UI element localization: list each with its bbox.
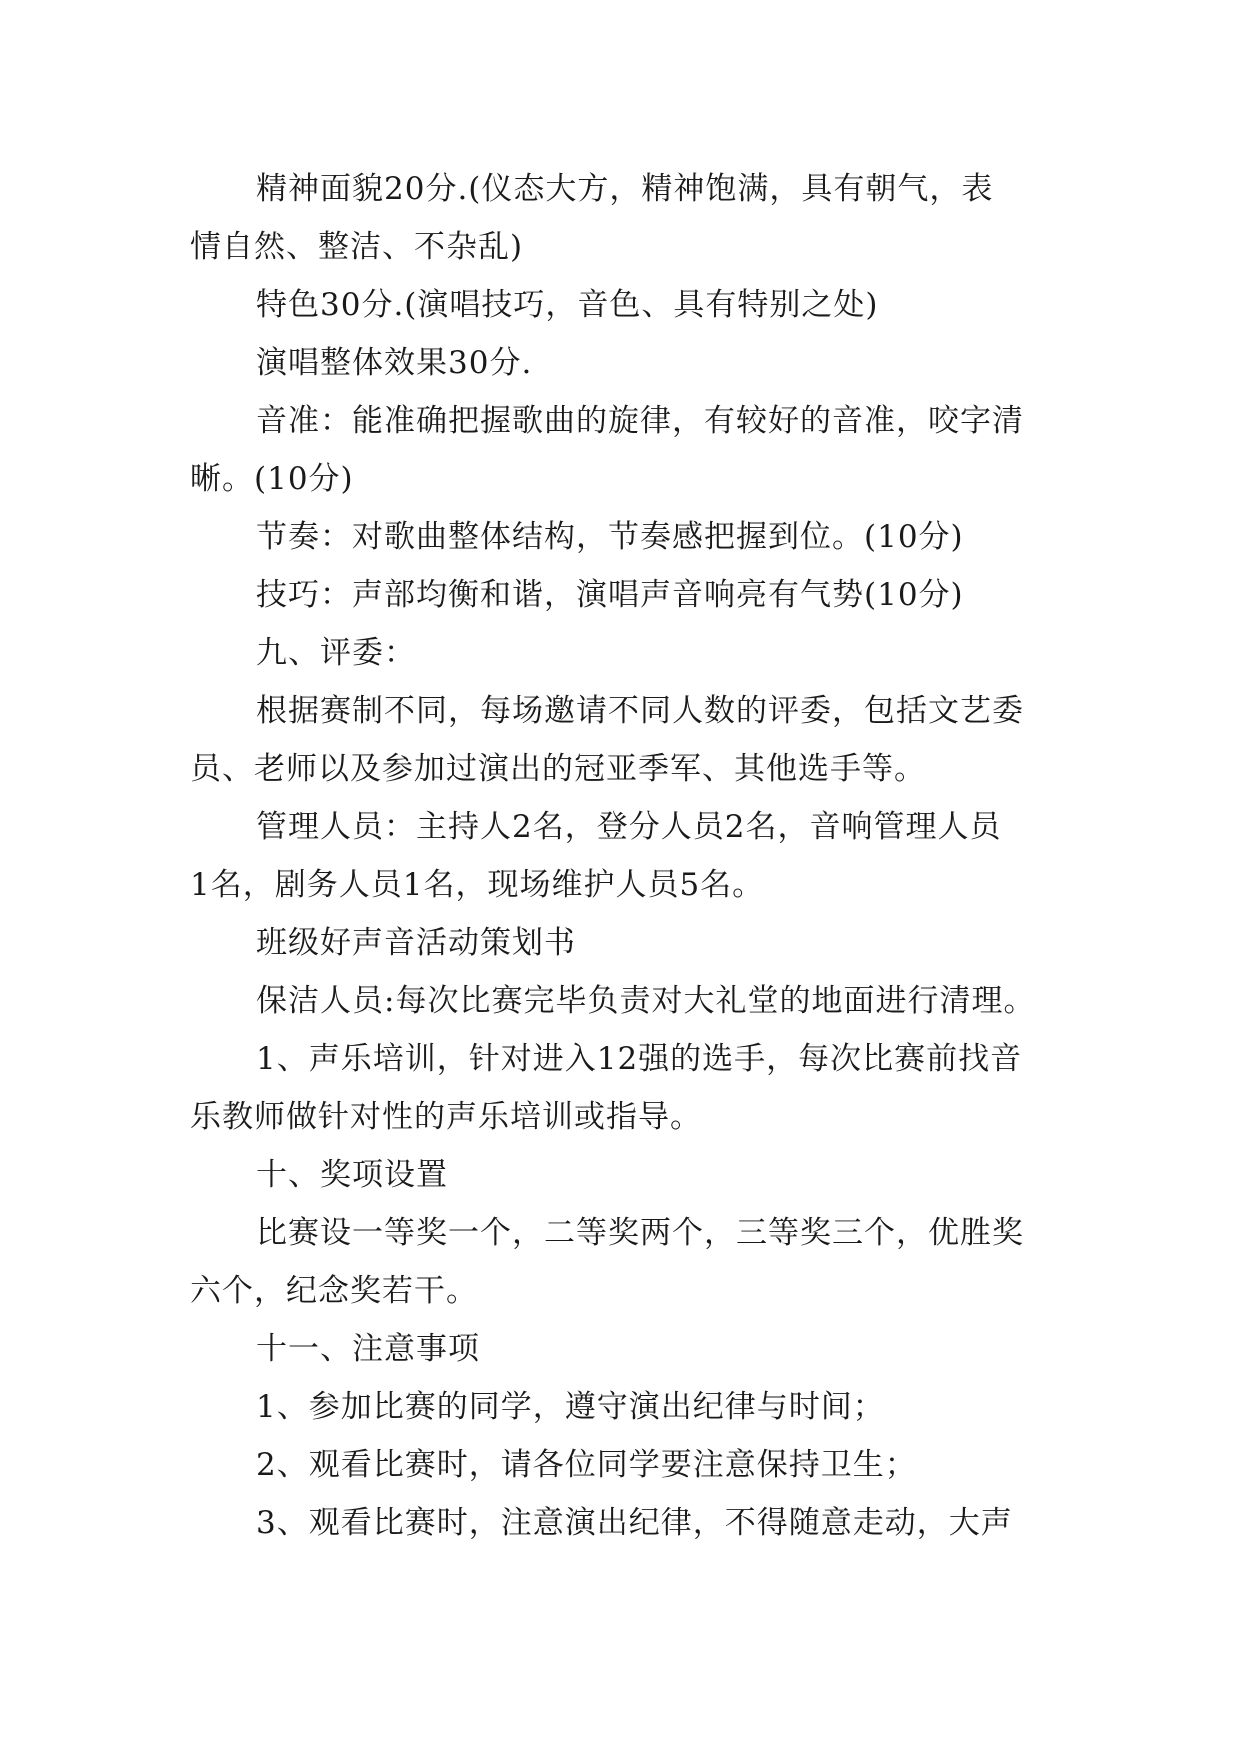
- list-item: 1、参加比赛的同学，遵守演出纪律与时间；: [256, 1389, 885, 1425]
- paragraph-line: 比赛设一等奖一个，二等奖两个，三等奖三个，优胜奖: [256, 1215, 1024, 1251]
- paragraph-line: 1、声乐培训，针对进入12强的选手，每次比赛前找音: [256, 1041, 1023, 1077]
- section-heading: 九、评委：: [256, 635, 416, 671]
- list-item: 3、观看比赛时，注意演出纪律，不得随意走动，大声: [256, 1505, 1013, 1541]
- paragraph-line: 1名，剧务人员1名，现场维护人员5名。: [190, 867, 765, 903]
- paragraph-line: 演唱整体效果30分.: [256, 345, 533, 381]
- paragraph-line: 精神面貌20分.(仪态大方，精神饱满，具有朝气，表: [256, 171, 994, 207]
- paragraph-line: 六个，纪念奖若干。: [190, 1273, 478, 1309]
- list-item: 2、观看比赛时，请各位同学要注意保持卫生；: [256, 1447, 917, 1483]
- paragraph-line: 管理人员：主持人2名，登分人员2名，音响管理人员: [256, 809, 1002, 845]
- paragraph-line: 根据赛制不同，每场邀请不同人数的评委，包括文艺委: [256, 693, 1024, 729]
- paragraph-line: 情自然、整洁、不杂乱): [190, 229, 524, 265]
- paragraph-line: 乐教师做针对性的声乐培训或指导。: [190, 1099, 702, 1135]
- paragraph-line: 员、老师以及参加过演出的冠亚季军、其他选手等。: [190, 751, 926, 787]
- paragraph-line: 音准：能准确把握歌曲的旋律，有较好的音准，咬字清: [256, 403, 1024, 439]
- paragraph-line: 节奏：对歌曲整体结构，节奏感把握到位。(10分): [256, 519, 964, 555]
- document-body: [190, 160, 1050, 1552]
- paragraph-line: 晰。(10分): [190, 461, 354, 497]
- paragraph-line: 技巧：声部均衡和谐，演唱声音响亮有气势(10分): [256, 577, 964, 613]
- section-heading: 十一、注意事项: [256, 1331, 480, 1367]
- section-heading: 十、奖项设置: [256, 1157, 448, 1193]
- document-title-line: 班级好声音活动策划书: [256, 925, 576, 961]
- paragraph-line: 保洁人员:每次比赛完毕负责对大礼堂的地面进行清理。: [256, 983, 1036, 1019]
- paragraph-line: 特色30分.(演唱技巧，音色、具有特别之处): [256, 287, 879, 323]
